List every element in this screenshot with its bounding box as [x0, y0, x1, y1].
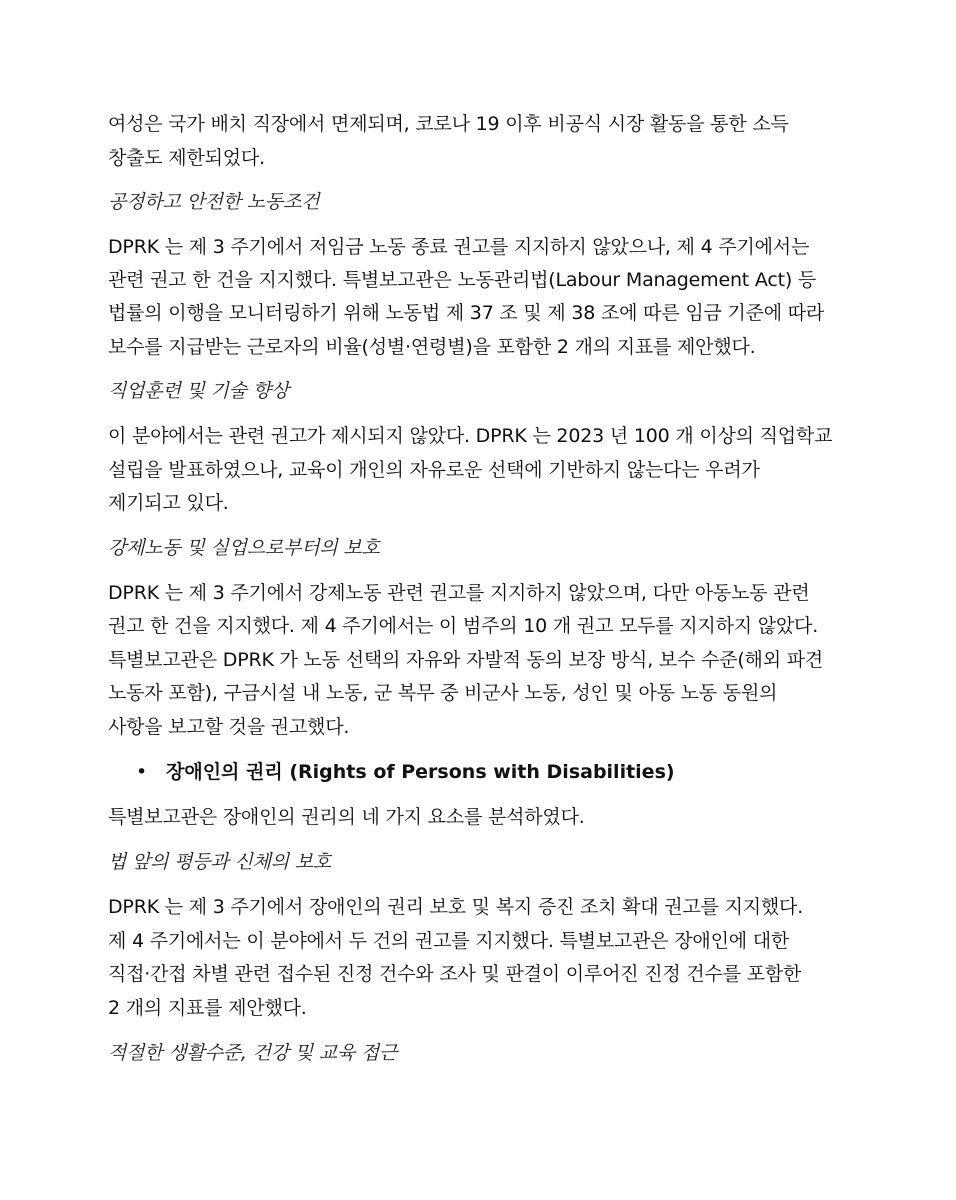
paragraph-line: 법률의 이행을 모니터링하기 위해 노동법 제 37 조 및 제 38 조에 따른 임금 기준에 따라	[108, 302, 825, 324]
paragraph-line: 보수를 지급받는 근로자의 비율(성별·연령별)을 포함한 2 개의 지표를 제안했다.	[108, 336, 756, 358]
paragraph-line: 이 분야에서는 관련 권고가 제시되지 않았다. DPRK 는 2023 년 100 개 이상의 직업학교	[108, 425, 833, 447]
paragraph-line: 2 개의 지표를 제안했다.	[108, 997, 307, 1019]
paragraph-line: 제 4 주기에서는 이 분야에서 두 건의 권고를 지지했다. 특별보고관은 장애인에 대한	[108, 930, 790, 952]
paragraph-line: 창출도 제한되었다.	[108, 147, 265, 169]
paragraph-line: 노동자 포함), 구금시설 내 노동, 군 복무 중 비군사 노동, 성인 및 아동 노동 동원의	[108, 682, 778, 704]
paragraph-line: DPRK 는 제 3 주기에서 장애인의 권리 보호 및 복지 증진 조치 확대 권고를 지지했다.	[108, 896, 804, 918]
paragraph-line: 여성은 국가 배치 직장에서 면제되며, 코로나 19 이후 비공식 시장 활동을 통한 소득	[108, 113, 789, 135]
section-heading: 법 앞의 평등과 신체의 보호	[108, 851, 332, 873]
section-heading: 강제노동 및 실업으로부터의 보호	[108, 537, 380, 559]
bullet-symbol: •	[136, 761, 148, 783]
paragraph-line: 권고 한 건을 지지했다. 제 4 주기에서는 이 범주의 10 개 권고 모두를 지지하지 않았다.	[108, 615, 819, 637]
paragraph-line: 직접·간접 차별 관련 접수된 진정 건수와 조사 및 판결이 이루어진 진정 건수를 포함한	[108, 963, 802, 985]
paragraph-line: 사항을 보고할 것을 권고했다.	[108, 716, 350, 738]
paragraph-line: 특별보고관은 장애인의 권리의 네 가지 요소를 분석하였다.	[108, 806, 585, 828]
section-heading: 적절한 생활수준, 건강 및 교육 접근	[108, 1042, 398, 1064]
paragraph-line: 특별보고관은 DPRK 가 노동 선택의 자유와 자발적 동의 보장 방식, 보수 수준(해외 파견	[108, 649, 824, 671]
paragraph-line: DPRK 는 제 3 주기에서 저임금 노동 종료 권고를 지지하지 않았으나, 제 4 주기에서는	[108, 236, 810, 258]
paragraph-line: DPRK 는 제 3 주기에서 강제노동 관련 권고를 지지하지 않았으며, 다만 아동노동 관련	[108, 582, 810, 604]
section-heading: 직업훈련 및 기술 향상	[108, 380, 289, 402]
bullet-heading: 장애인의 권리 (Rights of Persons with Disabilities)	[166, 761, 675, 783]
paragraph-line: 설립을 발표하였으나, 교육이 개인의 자유로운 선택에 기반하지 않는다는 우려가	[108, 459, 760, 481]
paragraph-line: 관련 권고 한 건을 지지했다. 특별보고관은 노동관리법(Labour Management Act) 등	[108, 269, 817, 291]
section-heading: 공정하고 안전한 노동조건	[108, 191, 320, 213]
paragraph-line: 제기되고 있다.	[108, 492, 229, 514]
